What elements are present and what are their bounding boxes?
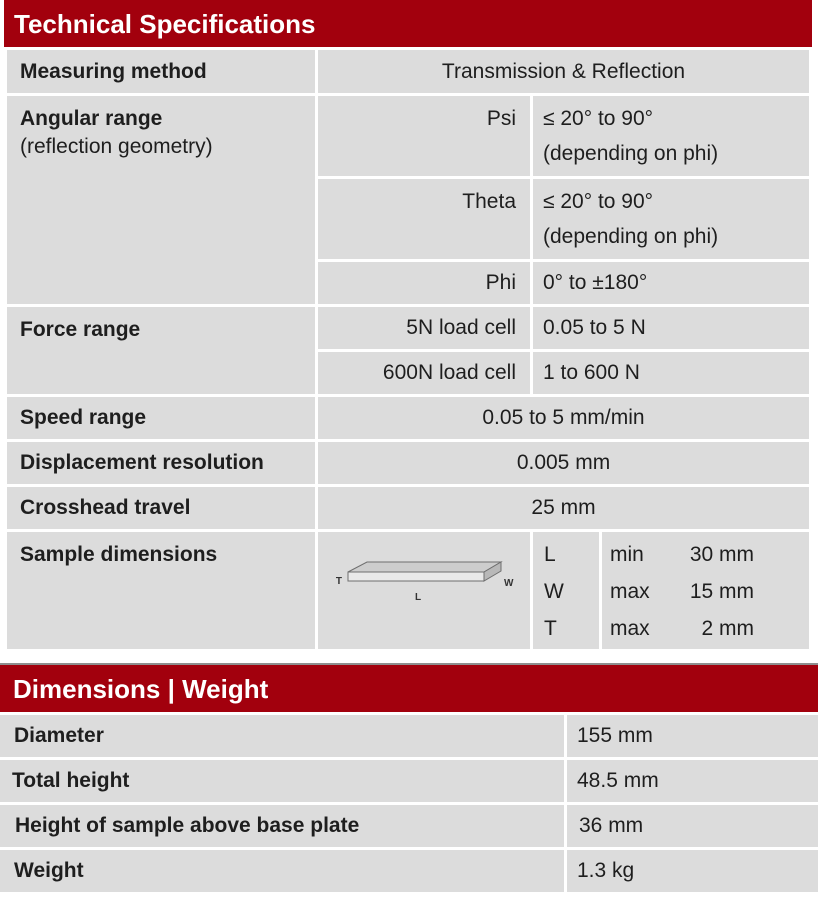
dim-qualifiers — [610, 544, 650, 639]
angular-range-title: Angular range — [20, 107, 163, 130]
force-600n-value: 1 to 600 N — [533, 352, 809, 394]
force-range-label: Force range — [7, 307, 315, 394]
phi-label: Phi — [318, 262, 530, 304]
angular-range-sublabel: (reflection geometry) — [20, 135, 213, 158]
dim-value-t: 2 mm — [701, 617, 754, 640]
dim-amounts — [690, 544, 754, 639]
dim-qual-t: max — [610, 617, 650, 640]
tech-specs-title: Technical Specifications — [14, 8, 316, 39]
diameter-value: 155 mm — [567, 715, 818, 757]
psi-range: ≤ 20° to 90° — [543, 107, 654, 130]
dimensions-title: Dimensions | Weight — [13, 673, 269, 704]
dim-value-w: 15 mm — [689, 580, 754, 603]
dim-letter-t: T — [544, 617, 557, 640]
sample-dim-letters — [533, 532, 599, 649]
sample-diagram — [318, 532, 530, 649]
psi-value — [533, 96, 809, 176]
sample-diagram-cell — [318, 532, 530, 649]
dimensions-header — [0, 665, 818, 712]
crosshead-travel-value: 25 mm — [318, 487, 809, 529]
weight-value: 1.3 kg — [567, 850, 818, 892]
theta-value — [533, 179, 809, 259]
speed-range-value: 0.05 to 5 mm/min — [318, 397, 809, 439]
dim-qual-l: min — [610, 543, 644, 566]
total-height-label: Total height — [0, 760, 564, 802]
weight-label: Weight — [0, 850, 564, 892]
psi-note: (depending on phi) — [543, 142, 719, 165]
theta-note: (depending on phi) — [543, 225, 719, 248]
phi-value: 0° to ±180° — [533, 262, 809, 304]
force-600n-label: 600N load cell — [318, 352, 530, 394]
sample-height-label: Height of sample above base plate — [0, 805, 564, 847]
dimensions-weight-table — [0, 663, 818, 902]
dim-letter-w: W — [544, 580, 564, 603]
diagram-w-label: W — [504, 578, 514, 589]
diagram-l-label: L — [414, 592, 422, 603]
crosshead-travel-label: Crosshead travel — [7, 487, 315, 529]
technical-specifications-table — [4, 0, 812, 651]
theta-range: ≤ 20° to 90° — [543, 190, 654, 213]
dim-value-l: 30 mm — [689, 543, 754, 566]
theta-label: Theta — [318, 179, 530, 259]
sample-dim-values — [602, 532, 809, 649]
tech-specs-header — [4, 0, 812, 47]
displacement-resolution-label: Displacement resolution — [7, 442, 315, 484]
dim-qual-w: max — [610, 580, 650, 603]
force-5n-value: 0.05 to 5 N — [533, 307, 809, 349]
force-5n-label: 5N load cell — [318, 307, 530, 349]
measuring-method-label: Measuring method — [7, 50, 315, 93]
measuring-method-value: Transmission & Reflection — [318, 50, 809, 93]
sample-height-value: 36 mm — [567, 805, 818, 847]
diameter-label: Diameter — [0, 715, 564, 757]
psi-label: Psi — [318, 96, 530, 176]
diagram-t-label: T — [335, 576, 342, 587]
total-height-value: 48.5 mm — [567, 760, 818, 802]
dim-letter-l: L — [544, 543, 556, 566]
sample-front-face — [348, 572, 484, 581]
sample-dimensions-label: Sample dimensions — [7, 532, 315, 649]
speed-range-label: Speed range — [7, 397, 315, 439]
displacement-resolution-value: 0.005 mm — [318, 442, 809, 484]
angular-range-label — [7, 96, 315, 304]
sample-top-face — [348, 562, 501, 572]
